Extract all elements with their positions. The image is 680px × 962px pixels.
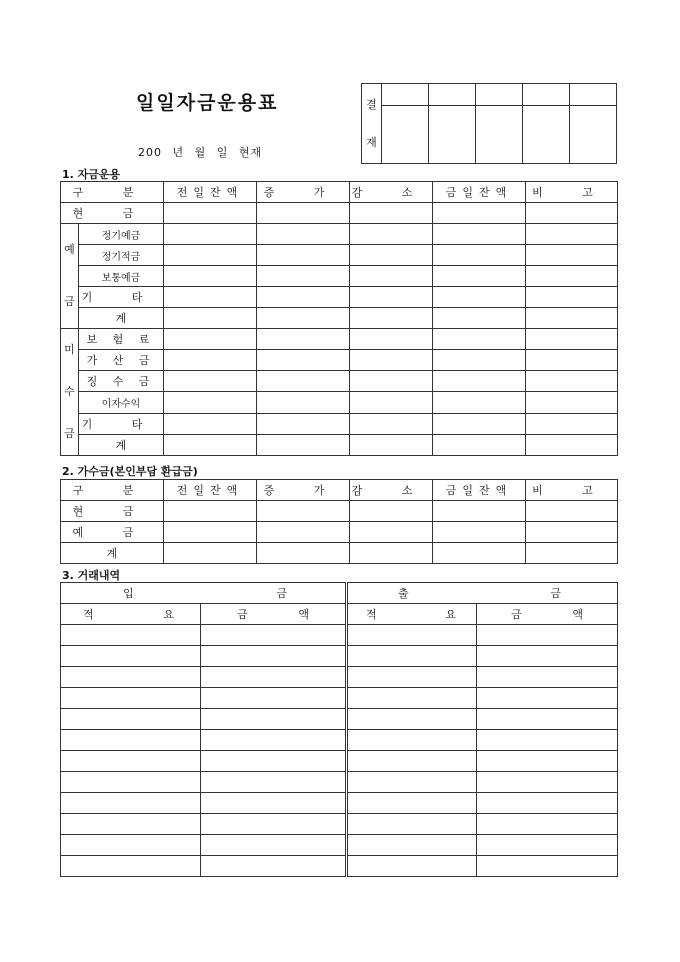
payment-amount-cell[interactable]	[477, 772, 618, 793]
cell[interactable]	[257, 434, 350, 455]
approval-sign-header[interactable]	[570, 84, 617, 106]
approval-sign-header[interactable]	[429, 84, 476, 106]
receipt-desc-cell[interactable]	[61, 625, 201, 646]
payment-desc-cell[interactable]	[347, 814, 477, 835]
deposit-group-char: 예	[64, 243, 75, 256]
row-label-subtotal: 계	[61, 543, 164, 564]
cell[interactable]	[257, 224, 350, 245]
section2-heading: 2. 가수금(본인부담 환급금)	[62, 465, 198, 478]
approval-sign-cell[interactable]	[476, 106, 523, 164]
cell[interactable]	[257, 501, 350, 522]
transaction-row	[61, 709, 618, 730]
header-char: 적	[366, 608, 377, 621]
row-label: 이자수익	[79, 392, 164, 413]
cell[interactable]	[526, 522, 618, 543]
receipt-amount-cell[interactable]	[201, 793, 347, 814]
approval-box	[361, 83, 617, 164]
header-increase: 증 가	[257, 480, 350, 501]
cell[interactable]	[526, 392, 618, 413]
cell[interactable]	[526, 501, 618, 522]
cell[interactable]	[433, 203, 526, 224]
cell[interactable]	[350, 203, 433, 224]
header-today-balance: 금일잔액	[433, 480, 526, 501]
receipts-header-char: 금	[276, 587, 287, 600]
receipt-amount-cell[interactable]	[201, 646, 347, 667]
header-increase: 증 가	[257, 182, 350, 203]
approval-sign-cell[interactable]	[523, 106, 570, 164]
cell[interactable]	[164, 308, 257, 329]
cell[interactable]	[164, 522, 257, 543]
receipt-desc-cell[interactable]	[61, 793, 201, 814]
payment-desc-cell[interactable]	[347, 793, 477, 814]
cell[interactable]	[164, 350, 257, 371]
payment-desc-cell[interactable]	[347, 646, 477, 667]
transaction-row	[61, 646, 618, 667]
header-char: 요	[163, 608, 174, 621]
cell[interactable]	[164, 329, 257, 350]
receipt-desc-cell[interactable]	[61, 814, 201, 835]
cell[interactable]	[350, 501, 433, 522]
header-char: 액	[572, 608, 583, 621]
cell[interactable]	[526, 413, 618, 434]
cell[interactable]	[350, 245, 433, 266]
receipt-desc-cell[interactable]	[61, 730, 201, 751]
cell[interactable]	[164, 371, 257, 392]
cell[interactable]	[526, 266, 618, 287]
cell[interactable]	[433, 392, 526, 413]
cell[interactable]	[526, 329, 618, 350]
payment-desc-cell[interactable]	[347, 835, 477, 856]
cell[interactable]	[433, 224, 526, 245]
payments-header-char: 금	[550, 587, 561, 600]
deposit-group-label	[61, 224, 79, 329]
transaction-row	[61, 835, 618, 856]
section1-heading: 1. 자금운용	[62, 168, 121, 181]
cell[interactable]	[164, 245, 257, 266]
cell[interactable]	[164, 224, 257, 245]
cell[interactable]	[433, 522, 526, 543]
cell[interactable]	[526, 203, 618, 224]
approval-sign-header[interactable]	[476, 84, 523, 106]
header-remarks: 비 고	[526, 480, 618, 501]
row-label: 정기예금	[79, 224, 164, 245]
receipt-amount-cell[interactable]	[201, 709, 347, 730]
cell[interactable]	[433, 543, 526, 564]
payment-amount-cell[interactable]	[477, 856, 618, 877]
cell[interactable]	[433, 287, 526, 308]
receipt-desc-cell[interactable]	[61, 667, 201, 688]
payment-desc-cell[interactable]	[347, 772, 477, 793]
cell[interactable]	[257, 543, 350, 564]
transaction-row	[61, 688, 618, 709]
header-prev-balance: 전일잔액	[164, 480, 257, 501]
header-remarks: 비 고	[526, 182, 618, 203]
cell[interactable]	[526, 224, 618, 245]
row-label-subtotal: 계	[79, 434, 164, 455]
receipt-desc-cell[interactable]	[61, 709, 201, 730]
receivable-group-label	[61, 329, 79, 456]
row-label: 예 금	[61, 522, 164, 543]
receipt-amount-cell[interactable]	[201, 625, 347, 646]
payment-amount-cell[interactable]	[477, 709, 618, 730]
header-decrease: 감 소	[350, 480, 433, 501]
fund-operation-table	[60, 181, 618, 456]
row-label-subtotal: 계	[79, 308, 164, 329]
cell[interactable]	[350, 392, 433, 413]
payments-header-char: 출	[398, 587, 409, 600]
cell[interactable]	[526, 434, 618, 455]
cell[interactable]	[257, 522, 350, 543]
payment-amount-cell[interactable]	[477, 688, 618, 709]
receipt-amount-cell[interactable]	[201, 772, 347, 793]
cell[interactable]	[433, 371, 526, 392]
approval-label-bottom: 재	[366, 135, 377, 149]
payments-desc-header	[347, 604, 477, 625]
header-decrease: 감 소	[350, 182, 433, 203]
receipt-amount-cell[interactable]	[201, 835, 347, 856]
header-char: 금	[511, 608, 522, 621]
approval-sign-cell[interactable]	[382, 106, 429, 164]
receipt-amount-cell[interactable]	[201, 751, 347, 772]
receipts-desc-header	[61, 604, 201, 625]
header-category: 구 분	[61, 182, 164, 203]
receipt-amount-cell[interactable]	[201, 856, 347, 877]
cell[interactable]	[164, 434, 257, 455]
cell[interactable]	[526, 245, 618, 266]
cell[interactable]	[350, 522, 433, 543]
receipts-header	[61, 583, 347, 604]
row-label: 기 타	[79, 287, 164, 308]
payment-desc-cell[interactable]	[347, 856, 477, 877]
cell[interactable]	[526, 543, 618, 564]
receipt-amount-cell[interactable]	[201, 730, 347, 751]
cell[interactable]	[257, 371, 350, 392]
header-char: 액	[298, 608, 309, 621]
row-label: 가 산 금	[79, 350, 164, 371]
receivable-group-char: 미	[64, 343, 75, 356]
page-title: 일일자금운용표	[136, 92, 279, 114]
approval-label-top: 결	[366, 97, 377, 111]
transaction-row	[61, 667, 618, 688]
row-label: 정기적금	[79, 245, 164, 266]
cell[interactable]	[350, 371, 433, 392]
deposit-group-char: 금	[64, 295, 75, 308]
header-char: 적	[83, 608, 94, 621]
payment-amount-cell[interactable]	[477, 835, 618, 856]
header-today-balance: 금일잔액	[433, 182, 526, 203]
header-category: 구 분	[61, 480, 164, 501]
transaction-row	[61, 751, 618, 772]
row-label: 보 험 료	[79, 329, 164, 350]
approval-sign-cell[interactable]	[429, 106, 476, 164]
cell[interactable]	[350, 266, 433, 287]
payment-desc-cell[interactable]	[347, 667, 477, 688]
payments-header	[347, 583, 618, 604]
cell[interactable]	[350, 543, 433, 564]
cell[interactable]	[164, 203, 257, 224]
receipts-amount-header	[201, 604, 347, 625]
payment-desc-cell[interactable]	[347, 751, 477, 772]
cell[interactable]	[433, 245, 526, 266]
receipt-amount-cell[interactable]	[201, 688, 347, 709]
row-label: 보통예금	[79, 266, 164, 287]
row-cash-label: 현 금	[61, 203, 164, 224]
cell[interactable]	[257, 329, 350, 350]
cell[interactable]	[164, 287, 257, 308]
header-char: 요	[445, 608, 456, 621]
cell[interactable]	[257, 308, 350, 329]
payments-amount-header	[477, 604, 618, 625]
receipt-desc-cell[interactable]	[61, 835, 201, 856]
receipt-desc-cell[interactable]	[61, 646, 201, 667]
cell[interactable]	[433, 501, 526, 522]
cell[interactable]	[350, 287, 433, 308]
payment-desc-cell[interactable]	[347, 688, 477, 709]
cell[interactable]	[433, 434, 526, 455]
transaction-row	[61, 793, 618, 814]
cell[interactable]	[257, 392, 350, 413]
payment-amount-cell[interactable]	[477, 814, 618, 835]
cell[interactable]	[350, 329, 433, 350]
cell[interactable]	[433, 413, 526, 434]
transaction-row	[61, 730, 618, 751]
approval-sign-header[interactable]	[523, 84, 570, 106]
payment-amount-cell[interactable]	[477, 667, 618, 688]
cell[interactable]	[350, 350, 433, 371]
payment-desc-cell[interactable]	[347, 709, 477, 730]
cell[interactable]	[164, 543, 257, 564]
cell[interactable]	[164, 392, 257, 413]
cell[interactable]	[350, 224, 433, 245]
section3-heading: 3. 거래내역	[62, 569, 121, 582]
cell[interactable]	[257, 266, 350, 287]
receivable-group-char: 금	[64, 427, 75, 440]
cell[interactable]	[164, 501, 257, 522]
payment-desc-cell[interactable]	[347, 625, 477, 646]
cell[interactable]	[433, 350, 526, 371]
row-label: 기 타	[79, 413, 164, 434]
payment-amount-cell[interactable]	[477, 751, 618, 772]
transaction-row	[61, 625, 618, 646]
receipt-desc-cell[interactable]	[61, 772, 201, 793]
cell[interactable]	[257, 350, 350, 371]
approval-sign-cell[interactable]	[570, 106, 617, 164]
cell[interactable]	[257, 245, 350, 266]
cell[interactable]	[433, 266, 526, 287]
cell[interactable]	[350, 308, 433, 329]
cell[interactable]	[433, 329, 526, 350]
header-prev-balance: 전일잔액	[164, 182, 257, 203]
transaction-row	[61, 814, 618, 835]
receivable-group-char: 수	[64, 385, 75, 398]
transaction-row	[61, 856, 618, 877]
payment-desc-cell[interactable]	[347, 730, 477, 751]
receipt-desc-cell[interactable]	[61, 856, 201, 877]
cell[interactable]	[350, 434, 433, 455]
transaction-table	[60, 582, 618, 877]
receipts-header-char: 입	[123, 587, 134, 600]
payment-amount-cell[interactable]	[477, 730, 618, 751]
cell[interactable]	[257, 413, 350, 434]
cell[interactable]	[164, 266, 257, 287]
row-label: 징 수 금	[79, 371, 164, 392]
payment-amount-cell[interactable]	[477, 793, 618, 814]
cell[interactable]	[526, 287, 618, 308]
receipt-amount-cell[interactable]	[201, 814, 347, 835]
receipt-amount-cell[interactable]	[201, 667, 347, 688]
header-char: 금	[237, 608, 248, 621]
receipt-desc-cell[interactable]	[61, 751, 201, 772]
cell[interactable]	[526, 308, 618, 329]
cell[interactable]	[433, 308, 526, 329]
suspense-receipt-table	[60, 479, 618, 564]
cell[interactable]	[257, 203, 350, 224]
approval-sign-header[interactable]	[382, 84, 429, 106]
cell[interactable]	[164, 413, 257, 434]
cell[interactable]	[350, 413, 433, 434]
cell[interactable]	[526, 371, 618, 392]
payment-amount-cell[interactable]	[477, 646, 618, 667]
cell[interactable]	[257, 287, 350, 308]
row-label: 현 금	[61, 501, 164, 522]
receipt-desc-cell[interactable]	[61, 688, 201, 709]
payment-amount-cell[interactable]	[477, 625, 618, 646]
transaction-row	[61, 772, 618, 793]
cell[interactable]	[526, 350, 618, 371]
date-line: 200 년 월 일 현재	[138, 146, 263, 159]
